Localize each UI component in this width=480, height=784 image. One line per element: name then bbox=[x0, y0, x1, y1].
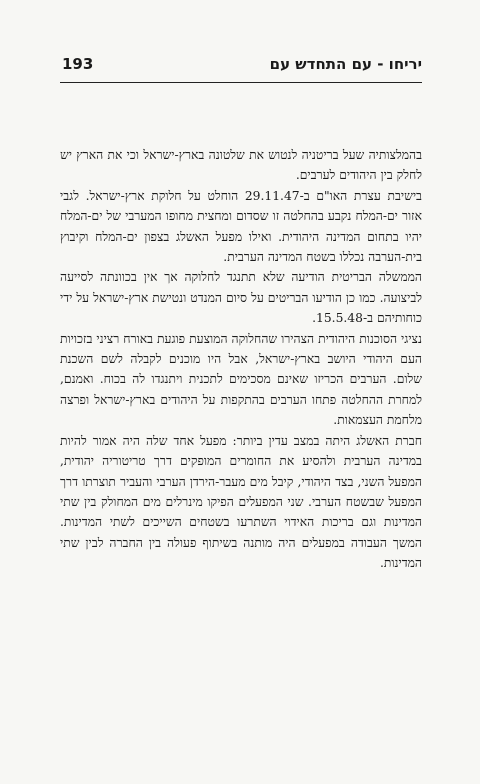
header-rule bbox=[60, 82, 422, 83]
body-text bbox=[60, 145, 422, 574]
page-number: 193 bbox=[62, 55, 94, 73]
paragraph-2: בישיבת עצרת האו"ם ב-29.11.47 הוחלט על חלוקת ארץ-ישראל. לגבי אזור ים-המלח נקבע בהחלטה זו שסדום ומחצית מחופו המערבי של ים-המלח יהיו בתחום המדינה היהודית. ואילו מפעל האשלג בצפון ים-המלח וקיבוץ בית-הערבה נכללו בשטח המדינה הערבית. bbox=[60, 188, 422, 265]
paragraph-4: נציגי הסוכנות היהודית הצהירו שהחלוקה המוצעת פוגעת באורח רציני בזכויות העם היהודי היושב בארץ-ישראל, אבל היו מוכנים לקבלה לשם השכנת שלום. הערבים הכריזו שאינם מסכימים לתכנית ויתנגדו לה בכוח. ואמנם, למחרת ההחלטה פתחו הערבים בהתקפות על היהודים בארץ-ישראל ופרצה מלחמת העצמאות. bbox=[60, 331, 422, 428]
paragraph-5: חברת האשלג היתה במצב עדין ביותר: מפעל אחד שלה היה אמור להיות במדינה הערבית ולהסיע את החומרים המופקים דרך טריטוריה יהודית, המפעל השני, בצד היהודי, קיבל מים מעבר-הירדן הערבי והעביר תוצרתו דרך המפעל שבשטח הערבי. שני המפעלים הפיקו מינרלים מים המחולק בין שתי המדינות וגם בריכות האידוי השתרעו בשטחים השייכים לשתי המדינות. המשך העבודה במפעלים היה מותנה בשיתוף פעולה בין החברה לבין שתי המדינות. bbox=[60, 433, 422, 571]
paragraph-1: בהמלצותיה שעל בריטניה לנטוש את שלטונה בארץ-ישראל וכי את הארץ יש לחלק בין היהודים לערבים. bbox=[60, 148, 422, 183]
running-title: יריחו - עם התחדש עם bbox=[269, 55, 422, 73]
page-header bbox=[62, 52, 422, 76]
paragraph-3: הממשלה הבריטית הודיעה שלא תתנגד לחלוקה אך אין בכוונתה לסייעה לביצועה. כמו כן הודיעו הבריטים על סיום המנדט ונטישת ארץ-ישראל על ידי כוחותיהם ב-15.5.48. bbox=[60, 270, 422, 326]
